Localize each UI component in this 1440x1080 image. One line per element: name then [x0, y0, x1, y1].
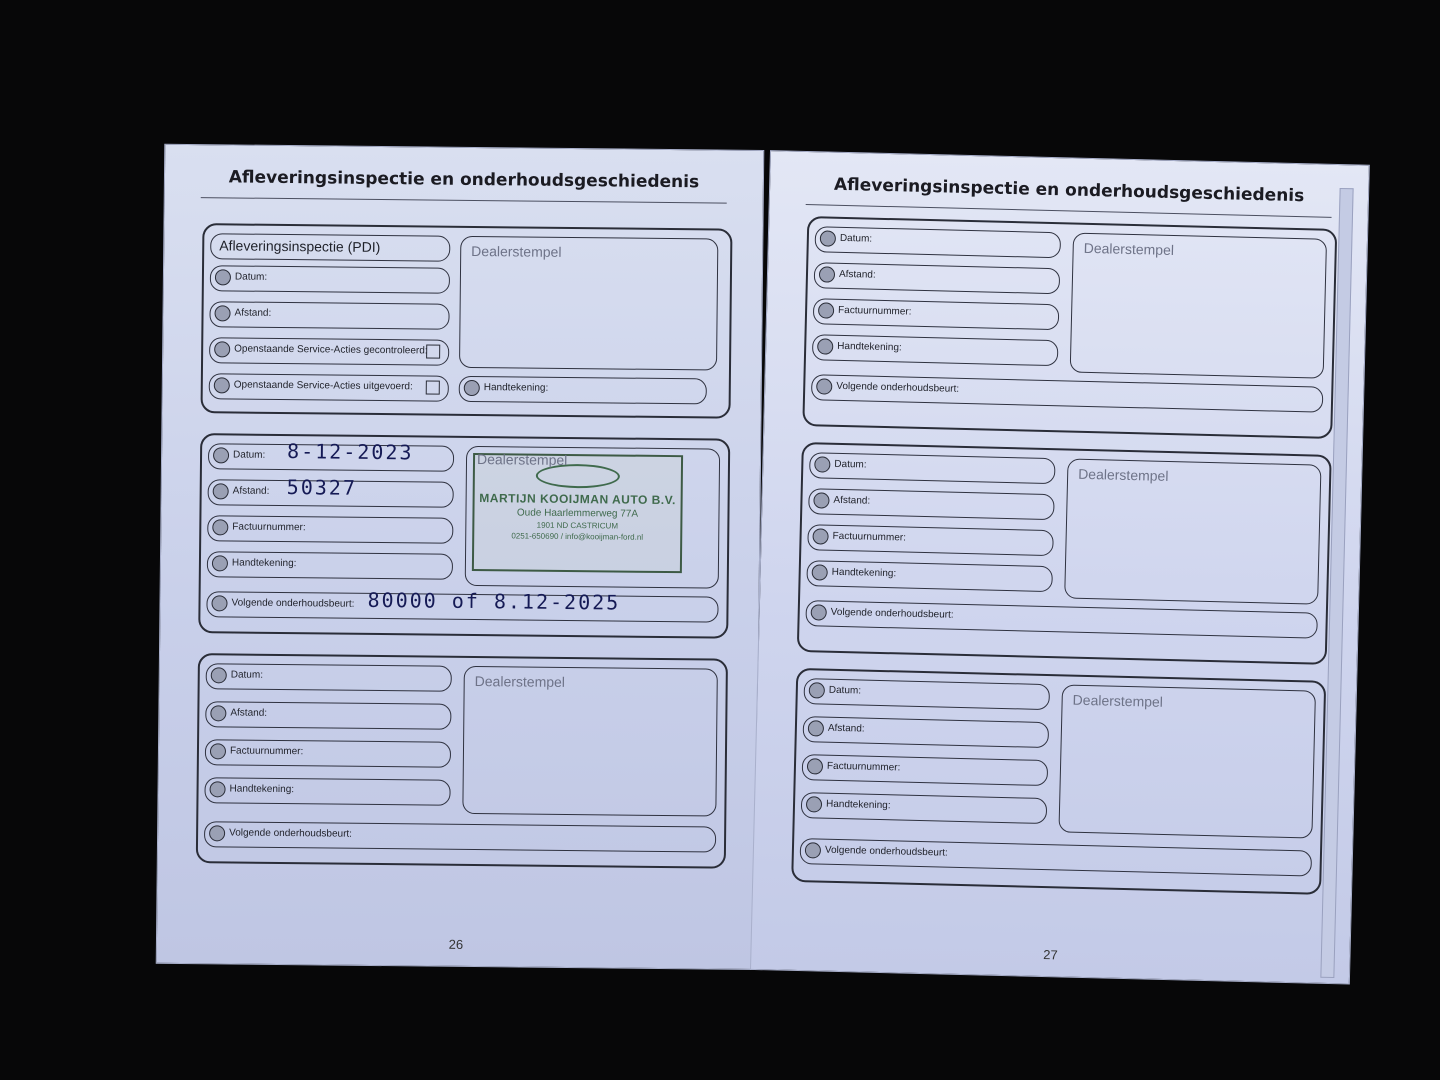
- datum-label: Datum:: [834, 458, 867, 471]
- afstand-label: Afstand:: [833, 494, 871, 507]
- volgende-field[interactable]: [204, 821, 716, 852]
- circle-icon: [809, 682, 825, 698]
- circle-icon: [817, 338, 833, 354]
- service-entry-2: [196, 653, 728, 869]
- service-entry-1: [198, 433, 730, 639]
- handtekening-label: Handtekening:: [825, 798, 891, 812]
- title-divider: [201, 197, 727, 204]
- volgende-field[interactable]: [811, 374, 1323, 413]
- afstand-field[interactable]: [208, 475, 454, 508]
- datum-field[interactable]: [809, 452, 1056, 484]
- datum-field[interactable]: [815, 226, 1062, 258]
- volgende-label: Volgende onderhoudsbeurt:: [229, 827, 353, 840]
- factuurnummer-label: Factuurnummer:: [837, 304, 912, 318]
- dealerstempel-label: Dealerstempel: [1083, 239, 1175, 259]
- handtekening-field[interactable]: [806, 560, 1053, 592]
- volgende-label: Volgende onderhoudsbeurt:: [830, 606, 954, 621]
- factuurnummer-label: Factuurnummer:: [232, 521, 306, 534]
- afstand-field[interactable]: [814, 262, 1061, 294]
- pdi-datum-field[interactable]: [210, 265, 450, 294]
- acties-uitgevoerd-label: Openstaande Service-Acties uitgevoerd:: [233, 379, 413, 393]
- dealerstempel-box: [1058, 684, 1316, 838]
- circle-icon: [820, 230, 836, 246]
- factuurnummer-field[interactable]: [802, 754, 1049, 786]
- page-number: 27: [1043, 947, 1058, 963]
- datum-field[interactable]: [208, 439, 454, 472]
- volgende-value: 80000 of 8.12-2025: [367, 587, 621, 615]
- datum-label: Datum:: [828, 684, 862, 697]
- afstand-label: Afstand:: [230, 707, 268, 719]
- circle-icon: [210, 705, 226, 721]
- datum-label: Datum:: [233, 449, 266, 461]
- dealerstempel-label: Dealerstempel: [471, 242, 562, 260]
- title-divider: [806, 204, 1332, 218]
- circle-icon: [213, 447, 229, 463]
- pdi-dealerstempel-box: [459, 236, 718, 371]
- handtekening-label: Handtekening:: [831, 566, 897, 580]
- handtekening-field[interactable]: [207, 551, 453, 580]
- datum-field[interactable]: [803, 678, 1050, 710]
- factuurnummer-field[interactable]: [807, 524, 1054, 556]
- checkbox-gecontroleerd[interactable]: [426, 344, 440, 358]
- dealerstempel-box: [1064, 458, 1321, 604]
- circle-icon: [211, 667, 227, 683]
- afstand-label: Afstand:: [234, 307, 272, 319]
- pdi-heading: [210, 233, 450, 262]
- afstand-field[interactable]: [808, 488, 1055, 520]
- handtekening-field[interactable]: [812, 334, 1059, 366]
- circle-icon: [215, 269, 231, 285]
- circle-icon: [812, 564, 828, 580]
- factuurnummer-field[interactable]: [813, 298, 1060, 330]
- dealerstempel-label: Dealerstempel: [1072, 691, 1164, 710]
- factuurnummer-field[interactable]: [207, 515, 453, 544]
- circle-icon: [818, 302, 834, 318]
- circle-icon: [214, 341, 230, 357]
- circle-icon: [214, 377, 230, 393]
- factuurnummer-field[interactable]: [205, 739, 451, 768]
- circle-icon: [813, 492, 829, 508]
- factuurnummer-label: Factuurnummer:: [826, 760, 901, 774]
- volgende-label: Volgende onderhoudsbeurt:: [836, 380, 960, 395]
- handtekening-field[interactable]: [801, 792, 1048, 824]
- dealerstempel-box: [462, 666, 718, 817]
- afstand-value: 50327: [286, 475, 358, 500]
- service-entry-4: [797, 442, 1332, 665]
- circle-icon: [211, 595, 227, 611]
- dealer-stamp-imprint: [472, 453, 683, 573]
- factuurnummer-label: Factuurnummer:: [229, 745, 304, 758]
- dealerstempel-label: Dealerstempel: [474, 673, 566, 690]
- dealerstempel-label: Dealerstempel: [476, 451, 568, 468]
- volgende-field[interactable]: [800, 838, 1312, 877]
- afstand-field[interactable]: [205, 701, 451, 730]
- volgende-field[interactable]: [805, 600, 1317, 639]
- acties-gecontroleerd-label: Openstaande Service-Acties gecontroleerd:: [234, 343, 428, 357]
- stamp-city: 1901 ND CASTRICUM: [536, 520, 619, 531]
- factuurnummer-label: Factuurnummer:: [832, 530, 907, 544]
- checkbox-uitgevoerd[interactable]: [426, 380, 440, 394]
- page-title: Afleveringsinspectie en onderhoudsgeschiedenis: [833, 174, 1305, 207]
- datum-label: Datum:: [230, 669, 264, 681]
- circle-icon: [807, 758, 823, 774]
- stamp-contact: 0251-650690 / info@kooijman-ford.nl: [511, 531, 644, 542]
- dealerstempel-box: [465, 446, 720, 589]
- volgende-field[interactable]: [206, 587, 718, 622]
- handtekening-field[interactable]: [204, 777, 450, 806]
- handtekening-label: Handtekening:: [837, 340, 902, 354]
- handtekening-label: Handtekening:: [483, 382, 549, 394]
- circle-icon: [212, 555, 228, 571]
- stamp-street: Oude Haarlemmerweg 77A: [516, 507, 639, 520]
- pdi-section: [201, 223, 733, 419]
- service-entry-3: [802, 216, 1337, 439]
- afstand-label: Afstand:: [232, 485, 270, 497]
- circle-icon: [806, 796, 822, 812]
- datum-value: 8-12-2023: [286, 439, 414, 465]
- circle-icon: [812, 528, 828, 544]
- service-entry-5: [791, 668, 1326, 895]
- pdi-acties-uitgevoerd-field[interactable]: [209, 373, 449, 402]
- datum-label: Datum:: [839, 232, 873, 245]
- service-booklet: [150, 150, 1350, 980]
- circle-icon: [210, 743, 226, 759]
- page-title: Afleveringsinspectie en onderhoudsgeschiedenis: [228, 167, 700, 193]
- circle-icon: [464, 380, 480, 396]
- volgende-label: Volgende onderhoudsbeurt:: [824, 844, 948, 859]
- handtekening-label: Handtekening:: [231, 557, 297, 570]
- circle-icon: [816, 378, 832, 394]
- afstand-label: Afstand:: [827, 722, 865, 735]
- circle-icon: [805, 842, 821, 858]
- circle-icon: [209, 781, 225, 797]
- circle-icon: [811, 604, 827, 620]
- circle-icon: [808, 720, 824, 736]
- pdi-acties-gecontroleerd-field[interactable]: [209, 337, 449, 366]
- circle-icon: [209, 825, 225, 841]
- page-number: 26: [448, 936, 464, 952]
- volgende-label: Volgende onderhoudsbeurt:: [231, 597, 355, 610]
- stamp-dealer-name: MARTIJN KOOIJMAN AUTO B.V.: [479, 491, 676, 508]
- page-27: [750, 150, 1370, 984]
- afstand-field[interactable]: [803, 716, 1050, 748]
- circle-icon: [212, 519, 228, 535]
- circle-icon: [819, 266, 835, 282]
- dealerstempel-label: Dealerstempel: [1078, 465, 1169, 484]
- afstand-label: Afstand:: [838, 268, 876, 281]
- pdi-handtekening-field[interactable]: [459, 376, 707, 405]
- pdi-afstand-field[interactable]: [209, 301, 449, 330]
- circle-icon: [213, 483, 229, 499]
- pdi-heading-label: Afleveringsinspectie (PDI): [219, 237, 381, 256]
- circle-icon: [214, 305, 230, 321]
- dealerstempel-box: [1070, 233, 1327, 379]
- circle-icon: [814, 456, 830, 472]
- datum-field[interactable]: [206, 663, 452, 692]
- page-26: [156, 144, 765, 970]
- handtekening-label: Handtekening:: [229, 783, 295, 796]
- datum-label: Datum:: [234, 271, 268, 283]
